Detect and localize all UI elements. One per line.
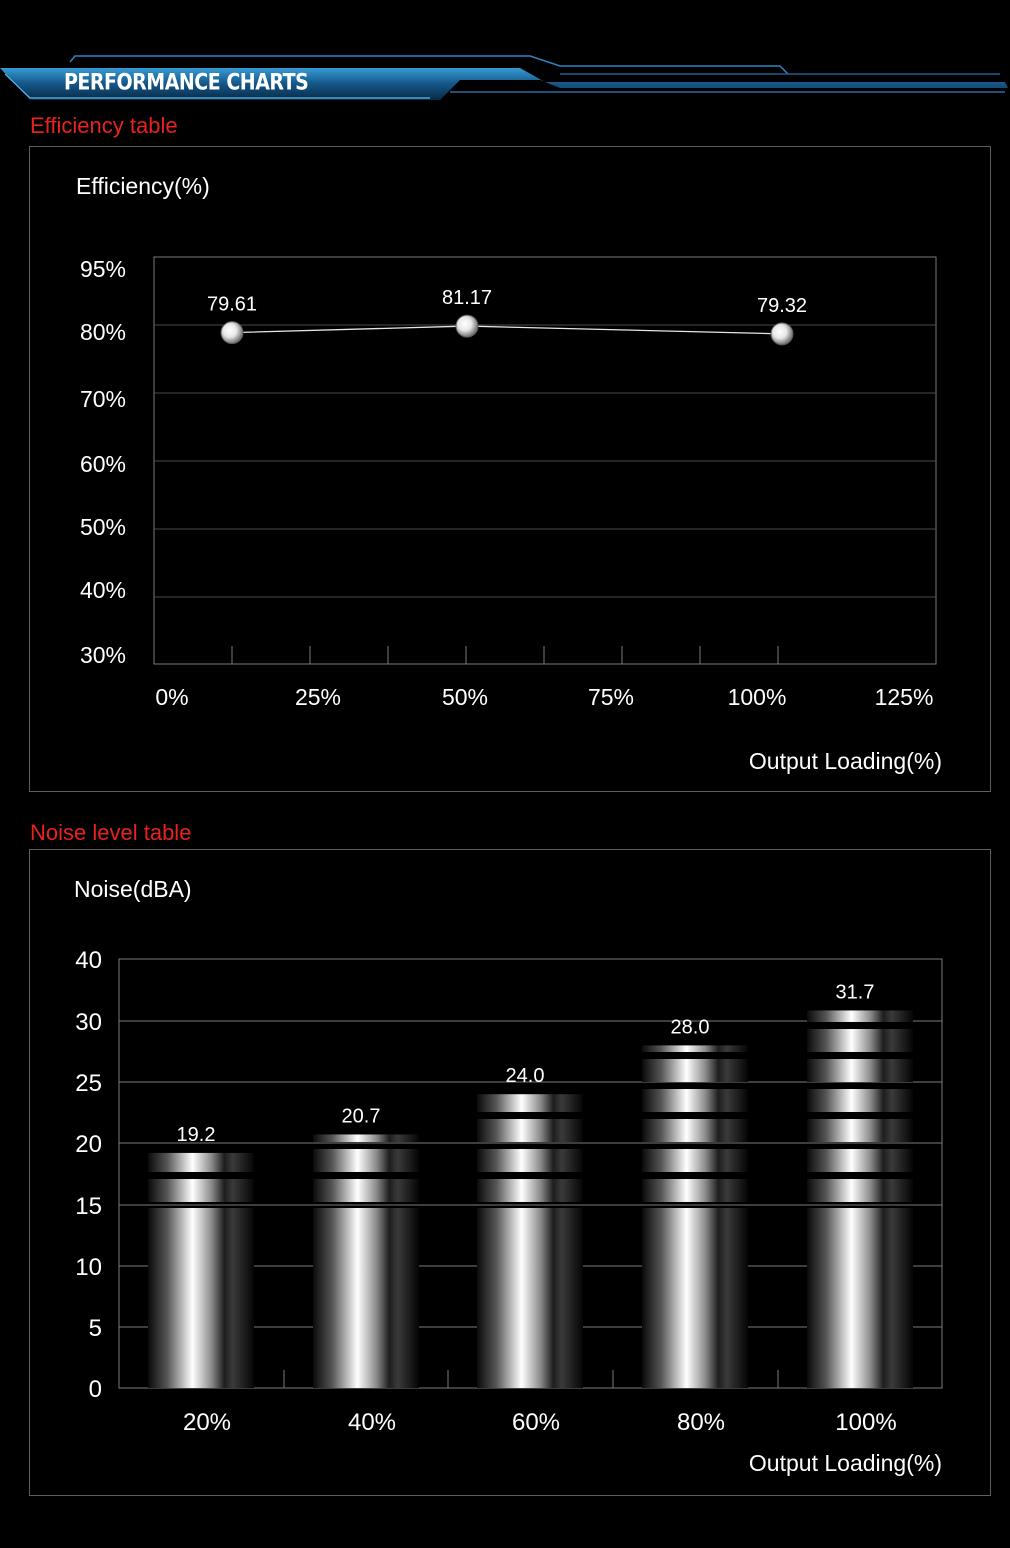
y-tick-label: 10 <box>75 1254 102 1281</box>
x-tick-label: 0% <box>155 684 189 710</box>
data-label: 79.32 <box>756 294 808 317</box>
x-tick-label: 50% <box>441 684 489 710</box>
x-tick-label: 40% <box>347 1409 397 1436</box>
noise-chart-panel <box>29 849 991 1496</box>
x-tick-label: 20% <box>182 1409 232 1436</box>
x-tick-label: 80% <box>676 1409 726 1436</box>
data-label: 31.7 <box>835 981 875 1004</box>
y-tick-label: 0 <box>88 1376 102 1403</box>
noise-bar <box>477 1094 583 1388</box>
x-axis-title: Output Loading(%) <box>748 1450 942 1476</box>
efficiency-chart-panel <box>29 146 991 792</box>
x-tick-label: 100% <box>835 1409 897 1436</box>
efficiency-series-line <box>232 326 782 334</box>
noise-bar <box>807 1010 913 1388</box>
data-label: 24.0 <box>505 1065 545 1088</box>
y-tick-label: 30 <box>75 1009 102 1036</box>
y-tick-label: 95% <box>79 256 126 282</box>
data-label: 28.0 <box>670 1016 710 1039</box>
data-label: 79.61 <box>206 293 258 316</box>
y-tick-label: 60% <box>79 451 126 477</box>
efficiency-chart <box>30 147 990 791</box>
data-point <box>221 322 243 344</box>
noise-bar <box>313 1134 419 1388</box>
y-tick-label: 40% <box>79 577 126 603</box>
page-title: PERFORMANCE CHARTS <box>64 70 309 96</box>
y-tick-label: 80% <box>79 319 126 345</box>
y-tick-label: 25 <box>75 1070 102 1097</box>
x-tick-label: 75% <box>587 684 635 710</box>
noise-chart <box>30 850 990 1495</box>
y-tick-label: 30% <box>79 642 126 668</box>
data-point <box>771 323 793 345</box>
data-label: 20.7 <box>341 1105 381 1128</box>
data-label: 81.17 <box>441 287 493 310</box>
x-tick-label: 125% <box>874 684 934 710</box>
efficiency-section-title: Efficiency table <box>30 113 178 138</box>
x-tick-label: 25% <box>294 684 342 710</box>
noise-bar <box>642 1045 748 1388</box>
data-label: 19.2 <box>176 1123 216 1146</box>
y-tick-label: 40 <box>75 947 102 974</box>
y-tick-label: 70% <box>79 386 126 412</box>
y-axis-title: Noise(dBA) <box>74 876 192 902</box>
y-tick-label: 15 <box>75 1193 102 1220</box>
data-point <box>456 315 478 337</box>
y-axis-title: Efficiency(%) <box>76 173 210 199</box>
x-axis-title: Output Loading(%) <box>748 748 942 774</box>
noise-bar <box>148 1153 254 1388</box>
y-tick-label: 5 <box>88 1315 102 1342</box>
y-tick-label: 20 <box>75 1131 102 1158</box>
x-tick-label: 60% <box>511 1409 561 1436</box>
y-tick-label: 50% <box>79 514 126 540</box>
noise-section-title: Noise level table <box>30 820 192 845</box>
x-tick-label: 100% <box>727 684 787 710</box>
